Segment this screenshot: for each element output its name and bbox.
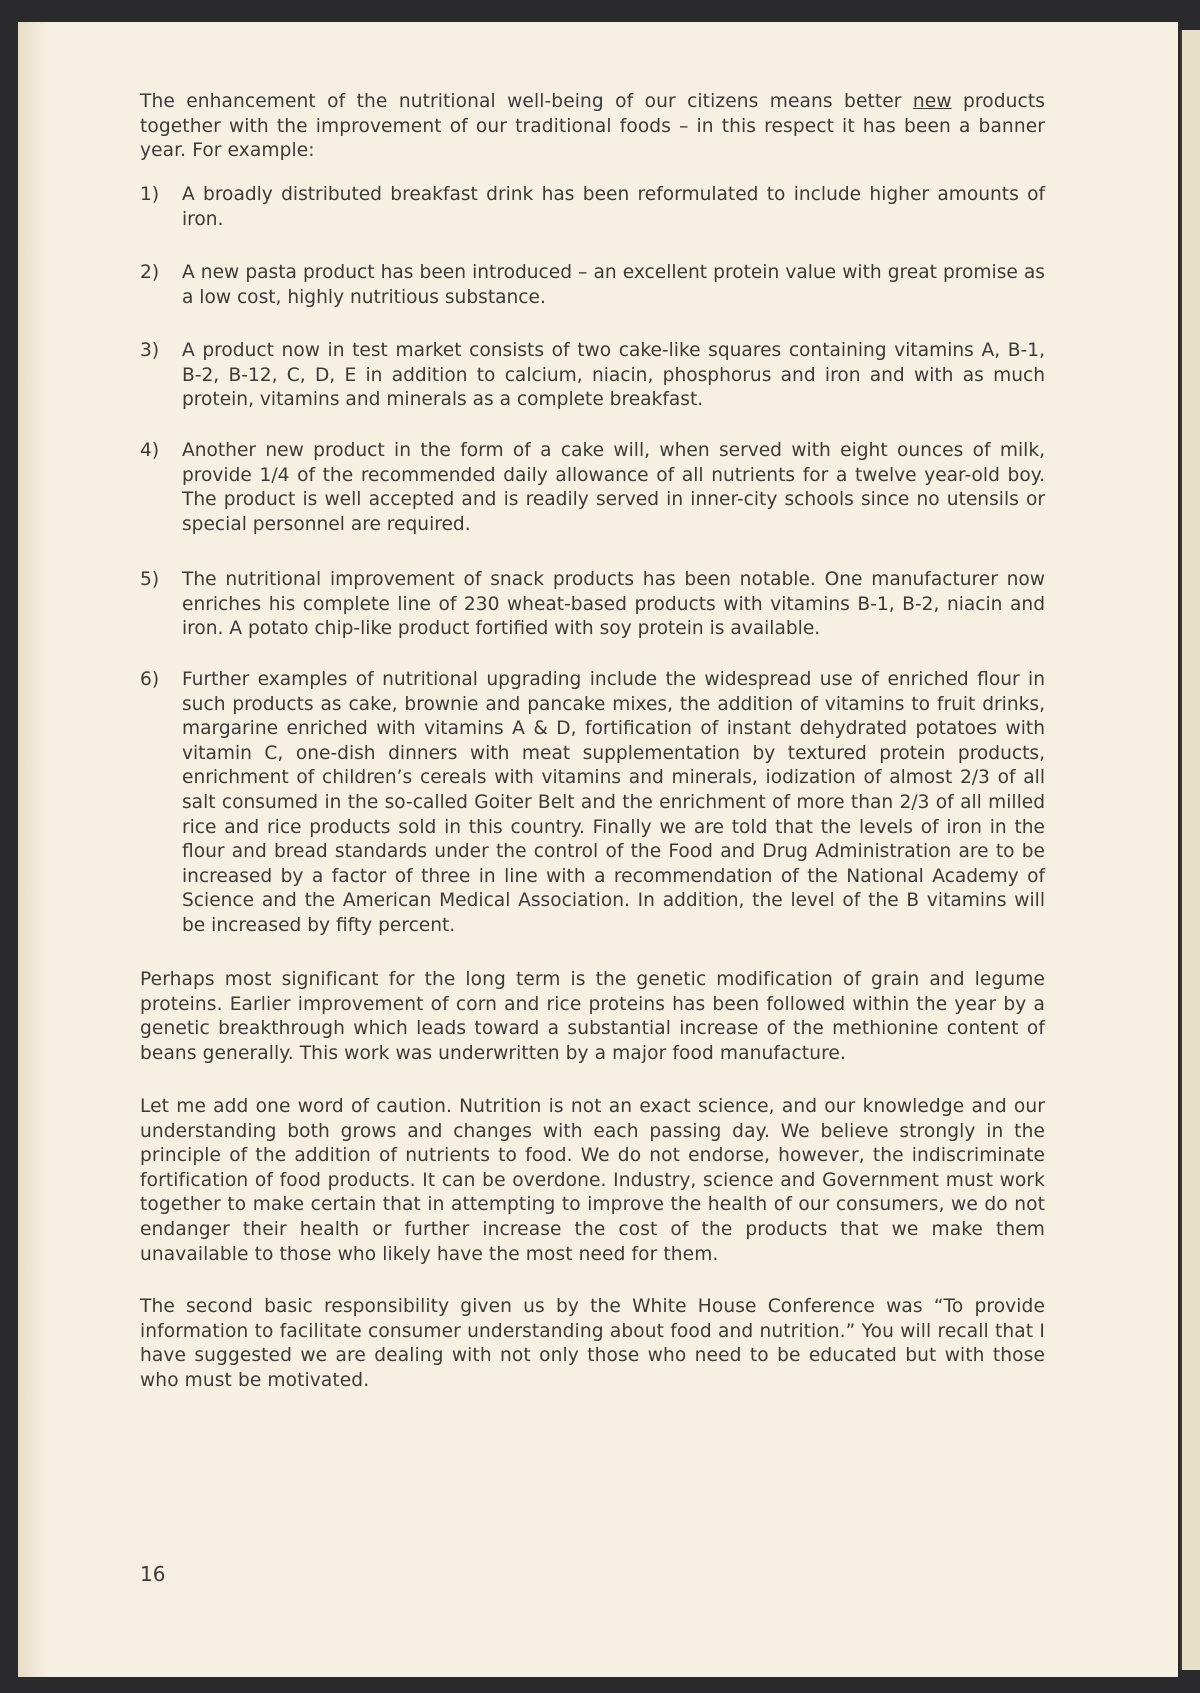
list-item <box>140 568 1045 642</box>
list-item-number: 3) <box>140 340 160 361</box>
intro-text-end: products together with the improvement of our traditional foods – in this respect it has been a banner year. For example: <box>140 91 1045 162</box>
list-item <box>140 261 1045 310</box>
intro-underlined-word: new <box>912 91 952 112</box>
list-item-number: 6) <box>140 669 160 690</box>
list-item-text: A new pasta product has been introduced – an excellent protein value with great promise as a low cost, highly nutritious substance. <box>182 262 1045 308</box>
intro-text: The enhancement of the nutritional well-being of our citizens means better <box>140 91 913 112</box>
list-item-text: A product now in test market consists of two cake-like squares containing vitamins A, B-1, B-2, B-12, C, D, E in addition to calcium, niacin, phosphorus and iron and with as much protein, vitamins and minerals as a complete breakfast. <box>182 340 1045 411</box>
list-item-text: The nutritional improvement of snack products has been notable. One manufacturer now enriches his complete line of 230 wheat-based products with vitamins B-1, B-2, niacin and iron. A potato chip-like product fortified with soy protein is available. <box>182 569 1045 640</box>
intro-paragraph <box>140 90 1045 164</box>
list-item-text: Further examples of nutritional upgrading include the widespread use of enriched flour in such products as cake, brownie and pancake mixes, the addition of vitamins to fruit drinks, margarine enriched with vitamins A & D, fortification of instant dehydrated potatoes with vitamin C, one-dish dinners with meat supplementation by textured protein products, enrichment of children’s cereals with vitamins and minerals, iodization of almost 2/3 of all salt consumed in the so-called Goiter Belt and the enrichment of more than 2/3 of all milled rice and rice products sold in this country. Finally we are told that the levels of iron in the flour and bread standards under the control of the Food and Drug Administration are to be increased by a factor of three in line with a recommendation of the National Academy of Science and the American Medical Association. In addition, the level of the B vitamins will be increased by fifty percent. <box>182 669 1045 936</box>
body-paragraph: Let me add one word of caution. Nutrition is not an exact science, and our knowledge and our understanding both grows and changes with each passing day. We believe strongly in the principle of the addition of nutrients to food. We do not endorse, however, the indiscriminate fortification of food products. It can be overdone. Industry, science and Government must work together to make certain that in attempting to improve the health of our consumers, we do not endanger their health or further increase the cost of the products that we make them unavailable to those who likely have the most need for them. <box>140 1096 1045 1265</box>
body-paragraph: The second basic responsibility given us by the White House Conference was “To provide information to facilitate consumer understanding about food and nutrition.” You will recall that I have suggested we are dealing with not only those who need to be educated but with those who must be motivated. <box>140 1296 1045 1391</box>
list-item-text: A broadly distributed breakfast drink has been reformulated to include higher amounts of iron. <box>182 184 1045 230</box>
body-paragraph: Perhaps most significant for the long term is the genetic modification of grain and legume proteins. Earlier improvement of corn and rice proteins has been followed within the year by a genetic breakthrough which leads toward a substantial increase of the methionine content of beans generally. This work was underwritten by a major food manufacture. <box>140 969 1045 1064</box>
page-number: 16 <box>140 1562 166 1586</box>
list-item <box>140 439 1045 537</box>
list-item-number: 2) <box>140 262 160 283</box>
page-gutter-shadow <box>18 22 48 1677</box>
list-item-number: 5) <box>140 569 160 590</box>
list-item-text: Another new product in the form of a cake will, when served with eight ounces of milk, provide 1/4 of the recommended daily allowance of all nutrients for a twelve year-old boy. The product is well accepted and is readily served in inner-city schools since no utensils or special personnel are required. <box>182 440 1045 535</box>
list-item <box>140 668 1045 939</box>
list-item <box>140 183 1045 232</box>
list-item-number: 4) <box>140 440 160 461</box>
list-item <box>140 339 1045 413</box>
next-page-edge <box>1180 30 1200 1670</box>
list-item-number: 1) <box>140 184 160 205</box>
